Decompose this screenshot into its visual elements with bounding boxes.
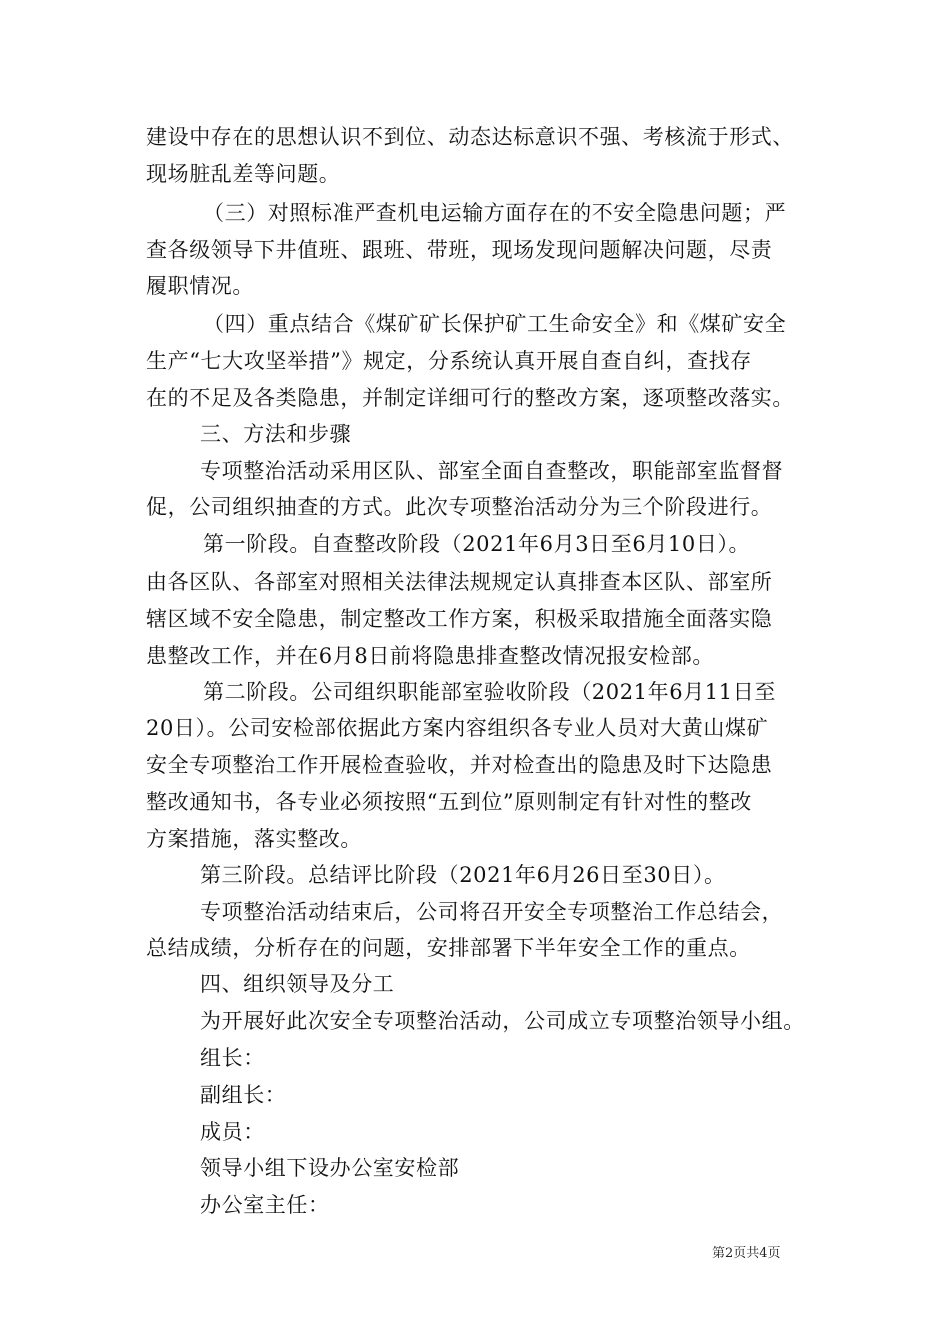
- text-line: 生产“七大攻坚举措”》规定，分系统认真开展自查自纠，查找存: [146, 349, 752, 373]
- text-line: 组长：: [200, 1046, 265, 1070]
- text-line: （四）重点结合《煤矿矿长保护矿工生命安全》和《煤矿安全: [203, 312, 787, 336]
- text-line: 履职情况。: [146, 274, 254, 298]
- text-line: 建设中存在的思想认识不到位、动态达标意识不强、考核流于形式、: [146, 125, 794, 149]
- text-line: 促，公司组织抽查的方式。此次专项整治活动分为三个阶段进行。: [146, 495, 773, 519]
- text-line: 成员：: [200, 1120, 265, 1144]
- text-line: （三）对照标准严查机电运输方面存在的不安全隐患问题；严: [203, 201, 787, 225]
- text-line: 第二阶段。公司组织职能部室验收阶段（2021年6月11日至: [203, 680, 776, 704]
- text-line: 患整改工作，并在6月8日前将隐患排查整改情况报安检部。: [146, 644, 714, 668]
- text-line: 现场脏乱差等问题。: [146, 162, 341, 186]
- text-line: 副组长：: [200, 1083, 287, 1107]
- text-line: 方案措施，落实整改。: [146, 827, 362, 851]
- text-line: 第一阶段。自查整改阶段（2021年6月3日至6月10日）。: [203, 532, 751, 556]
- section-heading: 四、组织领导及分工: [200, 972, 395, 996]
- text-line: 整改通知书，各专业必须按照“五到位”原则制定有针对性的整改: [146, 790, 752, 814]
- text-line: 第三阶段。总结评比阶段（2021年6月26日至30日）。: [200, 863, 726, 887]
- text-line: 20日）。公司安检部依据此方案内容组织各专业人员对大黄山煤矿: [146, 716, 769, 740]
- text-line: 总结成绩，分析存在的问题，安排部署下半年安全工作的重点。: [146, 936, 751, 960]
- text-line: 辖区域不安全隐患，制定整改工作方案，积极采取措施全面落实隐: [146, 607, 773, 631]
- text-line: 专项整治活动采用区队、部室全面自查整改，职能部室监督督: [200, 459, 784, 483]
- section-heading: 三、方法和步骤: [200, 422, 352, 446]
- text-line: 安全专项整治工作开展检查验收，并对检查出的隐患及时下达隐患: [146, 753, 773, 777]
- text-line: 查各级领导下井值班、跟班、带班，现场发现问题解决问题，尽责: [146, 238, 773, 262]
- text-line: 为开展好此次安全专项整治活动，公司成立专项整治领导小组。: [200, 1009, 805, 1033]
- text-line: 在的不足及各类隐患，并制定详细可行的整改方案，逐项整改落实。: [146, 386, 794, 410]
- page-number-footer: 第2页共4页: [712, 1246, 781, 1261]
- text-line: 由各区队、各部室对照相关法律法规规定认真排查本区队、部室所: [146, 570, 773, 594]
- text-line: 办公室主任：: [200, 1193, 330, 1217]
- text-line: 专项整治活动结束后，公司将召开安全专项整治工作总结会，: [200, 900, 784, 924]
- text-line: 领导小组下设办公室安检部: [200, 1156, 460, 1180]
